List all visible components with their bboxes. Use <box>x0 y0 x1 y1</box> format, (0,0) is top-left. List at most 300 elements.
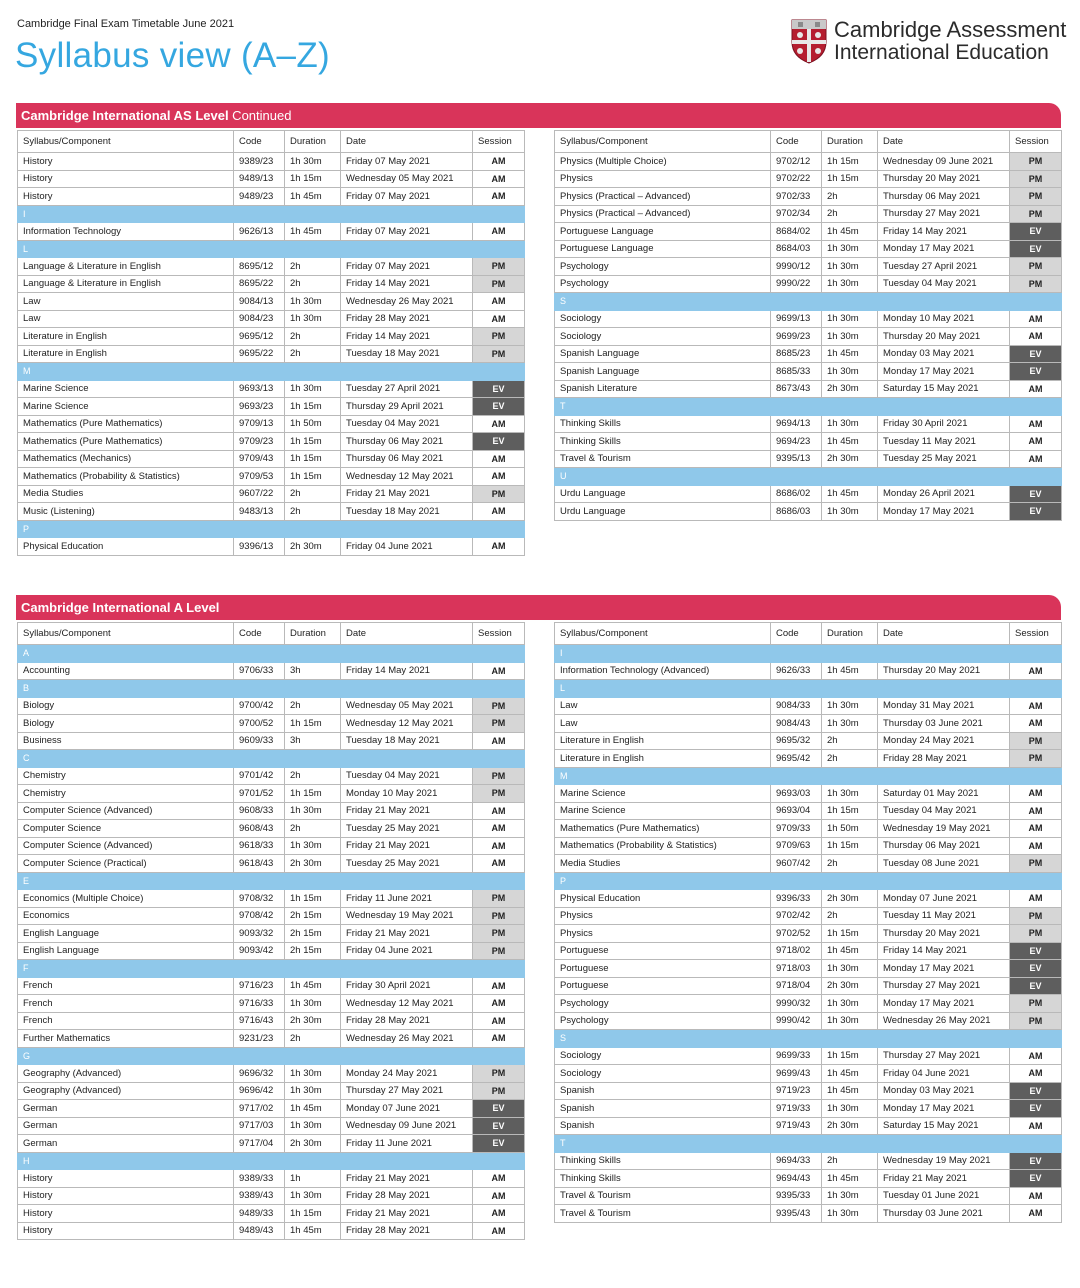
table-row <box>555 240 1062 258</box>
code-cell: 8695/22 <box>234 275 285 293</box>
date-cell: Tuesday 08 June 2021 <box>878 855 1010 873</box>
table-row <box>555 960 1062 978</box>
code-cell: 9695/32 <box>771 732 822 750</box>
syllabus-cell: Geography (Advanced) <box>18 1082 234 1100</box>
code-cell: 9716/43 <box>234 1012 285 1030</box>
duration-cell: 1h 45m <box>822 1065 878 1083</box>
date-cell: Thursday 20 May 2021 <box>878 662 1010 680</box>
session-cell: AM <box>1010 820 1062 838</box>
section-band-as-level <box>16 103 1061 128</box>
duration-cell: 2h <box>822 907 878 925</box>
code-cell: 8685/33 <box>771 363 822 381</box>
table-row <box>18 925 525 943</box>
syllabus-cell: Information Technology (Advanced) <box>555 662 771 680</box>
duration-cell: 2h <box>822 732 878 750</box>
duration-cell: 1h 30m <box>285 310 341 328</box>
date-cell: Wednesday 19 May 2021 <box>878 820 1010 838</box>
syllabus-cell: Travel & Tourism <box>555 1205 771 1223</box>
syllabus-cell: Language & Literature in English <box>18 275 234 293</box>
syllabus-cell: French <box>18 1012 234 1030</box>
letter-label: I <box>18 205 525 223</box>
table-row <box>18 1012 525 1030</box>
table-row <box>555 415 1062 433</box>
letter-label: S <box>555 1030 1062 1048</box>
letter-label: C <box>18 750 525 768</box>
table-row <box>555 855 1062 873</box>
syllabus-cell: Computer Science <box>18 820 234 838</box>
session-cell: AM <box>473 153 525 171</box>
date-cell: Tuesday 27 April 2021 <box>878 258 1010 276</box>
letter-divider-row <box>18 363 525 381</box>
code-cell: 9709/53 <box>234 468 285 486</box>
syllabus-cell: Mathematics (Probability & Statistics) <box>18 468 234 486</box>
letter-divider-row <box>555 1135 1062 1153</box>
date-cell: Tuesday 25 May 2021 <box>878 450 1010 468</box>
letter-label: G <box>18 1047 525 1065</box>
column-header-session: Session <box>473 131 525 153</box>
duration-cell: 2h <box>822 188 878 206</box>
table-row <box>555 715 1062 733</box>
syllabus-cell: Literature in English <box>555 732 771 750</box>
code-cell: 9093/32 <box>234 925 285 943</box>
table-row <box>555 363 1062 381</box>
letter-divider-row <box>18 205 525 223</box>
duration-cell: 1h 45m <box>822 1082 878 1100</box>
code-cell: 9607/22 <box>234 485 285 503</box>
code-cell: 9718/03 <box>771 960 822 978</box>
table-row <box>555 1152 1062 1170</box>
session-cell: AM <box>473 1170 525 1188</box>
code-cell: 9699/43 <box>771 1065 822 1083</box>
duration-cell: 2h 30m <box>285 1012 341 1030</box>
table-row <box>18 223 525 241</box>
code-cell: 9483/13 <box>234 503 285 521</box>
code-cell: 9084/23 <box>234 310 285 328</box>
table-row <box>555 1100 1062 1118</box>
duration-cell: 1h 30m <box>285 1065 341 1083</box>
date-cell: Friday 04 June 2021 <box>878 1065 1010 1083</box>
duration-cell: 1h 30m <box>285 995 341 1013</box>
column-header-date: Date <box>341 623 473 645</box>
duration-cell: 2h 30m <box>822 890 878 908</box>
session-cell: EV <box>1010 485 1062 503</box>
syllabus-cell: Economics (Multiple Choice) <box>18 890 234 908</box>
table-row <box>555 345 1062 363</box>
session-cell: PM <box>473 715 525 733</box>
session-cell: AM <box>473 837 525 855</box>
syllabus-cell: Psychology <box>555 258 771 276</box>
code-cell: 9702/33 <box>771 188 822 206</box>
letter-label: I <box>555 645 1062 663</box>
date-cell: Friday 21 May 2021 <box>341 925 473 943</box>
syllabus-cell: Travel & Tourism <box>555 1187 771 1205</box>
session-cell: EV <box>1010 942 1062 960</box>
date-cell: Friday 11 June 2021 <box>341 1135 473 1153</box>
syllabus-cell: Spanish <box>555 1082 771 1100</box>
table-row <box>555 1065 1062 1083</box>
date-cell: Thursday 03 June 2021 <box>878 715 1010 733</box>
table-row <box>18 1030 525 1048</box>
date-cell: Saturday 01 May 2021 <box>878 785 1010 803</box>
duration-cell: 2h <box>285 820 341 838</box>
code-cell: 9717/03 <box>234 1117 285 1135</box>
duration-cell: 1h 15m <box>285 468 341 486</box>
duration-cell: 1h 30m <box>285 293 341 311</box>
duration-cell: 1h 30m <box>822 363 878 381</box>
syllabus-cell: Portuguese <box>555 942 771 960</box>
letter-label: L <box>18 240 525 258</box>
syllabus-cell: Physical Education <box>555 890 771 908</box>
date-cell: Thursday 27 May 2021 <box>341 1082 473 1100</box>
table-row <box>18 328 525 346</box>
code-cell: 9708/32 <box>234 890 285 908</box>
table-row <box>18 1135 525 1153</box>
duration-cell: 1h 30m <box>822 275 878 293</box>
date-cell: Tuesday 04 May 2021 <box>341 767 473 785</box>
session-cell: EV <box>1010 503 1062 521</box>
table-row <box>18 1065 525 1083</box>
code-cell: 9719/23 <box>771 1082 822 1100</box>
table-row <box>555 503 1062 521</box>
date-cell: Monday 03 May 2021 <box>878 345 1010 363</box>
session-cell: AM <box>1010 1187 1062 1205</box>
column-header-session: Session <box>473 623 525 645</box>
duration-cell: 2h 30m <box>822 450 878 468</box>
date-cell: Tuesday 18 May 2021 <box>341 503 473 521</box>
session-cell: AM <box>473 1012 525 1030</box>
date-cell: Monday 10 May 2021 <box>878 310 1010 328</box>
syllabus-cell: Physics (Practical – Advanced) <box>555 205 771 223</box>
session-cell: EV <box>473 380 525 398</box>
column-header-syllabus: Syllabus/Component <box>555 623 771 645</box>
date-cell: Friday 21 May 2021 <box>341 1205 473 1223</box>
syllabus-cell: Chemistry <box>18 785 234 803</box>
duration-cell: 1h 30m <box>285 837 341 855</box>
table-row <box>555 450 1062 468</box>
date-cell: Thursday 27 May 2021 <box>878 977 1010 995</box>
session-cell: AM <box>473 503 525 521</box>
date-cell: Friday 07 May 2021 <box>341 153 473 171</box>
code-cell: 9709/33 <box>771 820 822 838</box>
syllabus-cell: Mathematics (Pure Mathematics) <box>18 415 234 433</box>
syllabus-cell: Physics <box>555 925 771 943</box>
code-cell: 8673/43 <box>771 380 822 398</box>
duration-cell: 1h 30m <box>822 960 878 978</box>
table-row <box>555 1117 1062 1135</box>
date-cell: Tuesday 18 May 2021 <box>341 732 473 750</box>
code-cell: 9990/22 <box>771 275 822 293</box>
duration-cell: 1h 45m <box>285 223 341 241</box>
date-cell: Monday 17 May 2021 <box>878 1100 1010 1118</box>
code-cell: 9694/43 <box>771 1170 822 1188</box>
table-row <box>555 205 1062 223</box>
column-header-code: Code <box>234 623 285 645</box>
date-cell: Tuesday 04 May 2021 <box>878 802 1010 820</box>
code-cell: 9608/33 <box>234 802 285 820</box>
column-header-session: Session <box>1010 623 1062 645</box>
letter-divider-row <box>555 468 1062 486</box>
session-cell: PM <box>1010 205 1062 223</box>
letter-label: P <box>555 872 1062 890</box>
session-cell: AM <box>1010 1047 1062 1065</box>
letter-label: M <box>18 363 525 381</box>
date-cell: Friday 11 June 2021 <box>341 890 473 908</box>
table-row <box>18 1205 525 1223</box>
table-row <box>555 1187 1062 1205</box>
session-cell: AM <box>473 415 525 433</box>
date-cell: Tuesday 27 April 2021 <box>341 380 473 398</box>
session-cell: EV <box>1010 1100 1062 1118</box>
letter-label: A <box>18 645 525 663</box>
duration-cell: 1h 15m <box>285 1205 341 1223</box>
date-cell: Tuesday 25 May 2021 <box>341 855 473 873</box>
letter-label: T <box>555 1135 1062 1153</box>
session-cell: EV <box>1010 363 1062 381</box>
duration-cell: 1h 45m <box>285 977 341 995</box>
session-cell: PM <box>1010 750 1062 768</box>
header-row <box>555 623 1062 645</box>
date-cell: Tuesday 04 May 2021 <box>878 275 1010 293</box>
duration-cell: 1h 45m <box>285 188 341 206</box>
date-cell: Friday 21 May 2021 <box>878 1170 1010 1188</box>
table-row <box>18 1082 525 1100</box>
syllabus-cell: Biology <box>18 715 234 733</box>
syllabus-cell: Urdu Language <box>555 485 771 503</box>
letter-divider-row <box>555 1030 1062 1048</box>
date-cell: Tuesday 11 May 2021 <box>878 433 1010 451</box>
syllabus-cell: Literature in English <box>555 750 771 768</box>
session-cell: EV <box>1010 977 1062 995</box>
session-cell: EV <box>1010 1170 1062 1188</box>
code-cell: 9709/23 <box>234 433 285 451</box>
code-cell: 9084/43 <box>771 715 822 733</box>
duration-cell: 2h <box>285 1030 341 1048</box>
session-cell: AM <box>473 1030 525 1048</box>
session-cell: AM <box>473 662 525 680</box>
duration-cell: 2h <box>822 205 878 223</box>
letter-divider-row <box>555 767 1062 785</box>
session-cell: PM <box>473 275 525 293</box>
letter-label: L <box>555 680 1062 698</box>
date-cell: Monday 17 May 2021 <box>878 960 1010 978</box>
table-row <box>555 820 1062 838</box>
code-cell: 9702/34 <box>771 205 822 223</box>
duration-cell: 3h <box>285 732 341 750</box>
syllabus-cell: German <box>18 1135 234 1153</box>
syllabus-cell: Spanish <box>555 1117 771 1135</box>
duration-cell: 1h 50m <box>285 415 341 433</box>
session-cell: AM <box>1010 785 1062 803</box>
syllabus-cell: Marine Science <box>555 785 771 803</box>
code-cell: 9716/23 <box>234 977 285 995</box>
duration-cell: 2h 15m <box>285 925 341 943</box>
letter-divider-row <box>18 1047 525 1065</box>
table-row <box>555 170 1062 188</box>
duration-cell: 1h 30m <box>285 802 341 820</box>
session-cell: EV <box>1010 960 1062 978</box>
syllabus-cell: Mathematics (Pure Mathematics) <box>555 820 771 838</box>
table-row <box>555 732 1062 750</box>
letter-label: F <box>18 960 525 978</box>
duration-cell: 1h 30m <box>285 1082 341 1100</box>
date-cell: Thursday 20 May 2021 <box>878 170 1010 188</box>
table-row <box>555 310 1062 328</box>
duration-cell: 2h <box>285 328 341 346</box>
letter-divider-row <box>18 645 525 663</box>
logo-line-2: International Education <box>834 41 1049 64</box>
table-row <box>555 433 1062 451</box>
session-cell: AM <box>473 223 525 241</box>
duration-cell: 1h 15m <box>822 925 878 943</box>
duration-cell: 2h <box>285 697 341 715</box>
timetable <box>17 130 525 556</box>
code-cell: 9084/13 <box>234 293 285 311</box>
session-cell: EV <box>1010 240 1062 258</box>
syllabus-cell: Literature in English <box>18 328 234 346</box>
code-cell: 9489/23 <box>234 188 285 206</box>
table-row <box>18 767 525 785</box>
syllabus-cell: Travel & Tourism <box>555 450 771 468</box>
session-cell: EV <box>473 1135 525 1153</box>
duration-cell: 1h 15m <box>822 802 878 820</box>
syllabus-cell: Physics (Practical – Advanced) <box>555 188 771 206</box>
code-cell: 9626/13 <box>234 223 285 241</box>
document-subtitle: Cambridge Final Exam Timetable June 2021 <box>17 18 235 30</box>
duration-cell: 1h 30m <box>822 995 878 1013</box>
table-row <box>18 785 525 803</box>
date-cell: Friday 21 May 2021 <box>341 802 473 820</box>
code-cell: 8686/03 <box>771 503 822 521</box>
syllabus-cell: Further Mathematics <box>18 1030 234 1048</box>
session-cell: AM <box>473 855 525 873</box>
session-cell: EV <box>473 398 525 416</box>
syllabus-cell: Marine Science <box>18 380 234 398</box>
session-cell: PM <box>1010 188 1062 206</box>
code-cell: 9395/13 <box>771 450 822 468</box>
code-cell: 8684/03 <box>771 240 822 258</box>
table-row <box>18 732 525 750</box>
session-cell: PM <box>473 1082 525 1100</box>
table-row <box>555 802 1062 820</box>
date-cell: Friday 21 May 2021 <box>341 837 473 855</box>
table-row <box>18 310 525 328</box>
date-cell: Thursday 27 May 2021 <box>878 205 1010 223</box>
code-cell: 9702/42 <box>771 907 822 925</box>
syllabus-cell: Law <box>555 715 771 733</box>
code-cell: 9700/52 <box>234 715 285 733</box>
duration-cell: 1h 45m <box>822 223 878 241</box>
code-cell: 9693/03 <box>771 785 822 803</box>
code-cell: 9709/13 <box>234 415 285 433</box>
session-cell: AM <box>1010 1065 1062 1083</box>
duration-cell: 2h <box>285 503 341 521</box>
date-cell: Wednesday 19 May 2021 <box>341 907 473 925</box>
table-row <box>18 855 525 873</box>
session-cell: AM <box>473 802 525 820</box>
session-cell: AM <box>1010 380 1062 398</box>
date-cell: Tuesday 11 May 2021 <box>878 907 1010 925</box>
code-cell: 9389/43 <box>234 1187 285 1205</box>
date-cell: Monday 24 May 2021 <box>878 732 1010 750</box>
table-row <box>18 802 525 820</box>
syllabus-cell: Information Technology <box>18 223 234 241</box>
session-cell: AM <box>1010 697 1062 715</box>
letter-label: M <box>555 767 1062 785</box>
date-cell: Tuesday 18 May 2021 <box>341 345 473 363</box>
syllabus-cell: Thinking Skills <box>555 1152 771 1170</box>
syllabus-cell: History <box>18 170 234 188</box>
date-cell: Wednesday 26 May 2021 <box>341 293 473 311</box>
date-cell: Thursday 29 April 2021 <box>341 398 473 416</box>
date-cell: Thursday 20 May 2021 <box>878 925 1010 943</box>
code-cell: 9626/33 <box>771 662 822 680</box>
column-header-date: Date <box>878 623 1010 645</box>
date-cell: Friday 04 June 2021 <box>341 538 473 556</box>
table-row <box>555 1047 1062 1065</box>
duration-cell: 1h 45m <box>285 1222 341 1240</box>
duration-cell: 1h 45m <box>822 345 878 363</box>
syllabus-cell: English Language <box>18 925 234 943</box>
date-cell: Friday 28 May 2021 <box>341 1012 473 1030</box>
date-cell: Thursday 06 May 2021 <box>341 433 473 451</box>
date-cell: Thursday 27 May 2021 <box>878 1047 1010 1065</box>
code-cell: 9607/42 <box>771 855 822 873</box>
syllabus-cell: Computer Science (Advanced) <box>18 837 234 855</box>
duration-cell: 1h 30m <box>285 1117 341 1135</box>
session-cell: PM <box>1010 925 1062 943</box>
code-cell: 9084/33 <box>771 697 822 715</box>
date-cell: Saturday 15 May 2021 <box>878 1117 1010 1135</box>
duration-cell: 1h 15m <box>285 785 341 803</box>
syllabus-cell: Portuguese <box>555 960 771 978</box>
syllabus-cell: Psychology <box>555 995 771 1013</box>
table-row <box>18 995 525 1013</box>
syllabus-cell: German <box>18 1117 234 1135</box>
section-band-a-level <box>16 595 1061 620</box>
letter-label: E <box>18 872 525 890</box>
table-row <box>18 275 525 293</box>
syllabus-cell: Sociology <box>555 1065 771 1083</box>
duration-cell: 2h 30m <box>285 1135 341 1153</box>
table-row <box>18 942 525 960</box>
syllabus-cell: Sociology <box>555 328 771 346</box>
session-cell: PM <box>473 942 525 960</box>
date-cell: Monday 31 May 2021 <box>878 697 1010 715</box>
date-cell: Friday 14 May 2021 <box>878 223 1010 241</box>
header-row <box>18 623 525 645</box>
date-cell: Friday 21 May 2021 <box>341 485 473 503</box>
cambridge-logo <box>790 18 1065 68</box>
duration-cell: 1h 15m <box>822 170 878 188</box>
syllabus-cell: Spanish Literature <box>555 380 771 398</box>
session-cell: AM <box>1010 837 1062 855</box>
date-cell: Monday 17 May 2021 <box>878 995 1010 1013</box>
syllabus-cell: Marine Science <box>555 802 771 820</box>
date-cell: Friday 04 June 2021 <box>341 942 473 960</box>
code-cell: 9708/42 <box>234 907 285 925</box>
table-row <box>555 188 1062 206</box>
letter-divider-row <box>18 680 525 698</box>
table-row <box>18 258 525 276</box>
table-row <box>18 1222 525 1240</box>
table-row <box>18 170 525 188</box>
section-band-suffix: Continued <box>228 108 292 123</box>
code-cell: 8686/02 <box>771 485 822 503</box>
table-row <box>555 1205 1062 1223</box>
session-cell: AM <box>473 538 525 556</box>
letter-divider-row <box>555 293 1062 311</box>
session-cell: AM <box>1010 310 1062 328</box>
